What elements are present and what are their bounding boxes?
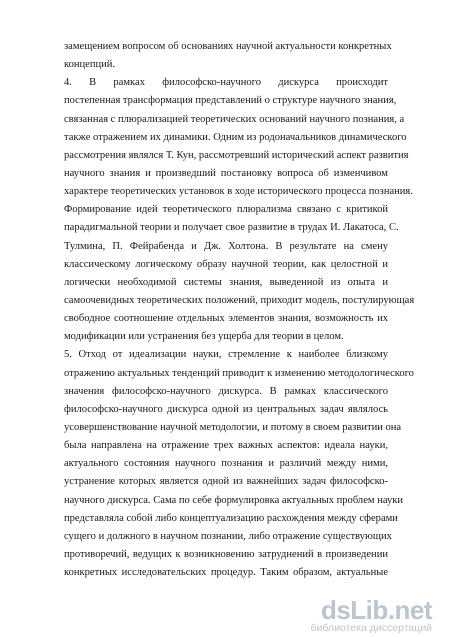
text-line: 4. В рамках философско-научного дискурса происходит: [64, 77, 388, 89]
text-line: была направлена на отражение трех важных аспектов: идеала науки,: [64, 440, 388, 452]
text-line: замещением вопросом об основаниях научной актуальности конкретных: [64, 41, 392, 52]
text-line: отражению актуальных тенденций приводит к изменению методологического: [64, 367, 414, 379]
text-line: парадигмальной теории и получает свое развитие в трудах И. Лакатоса, С.: [64, 222, 399, 234]
text-line: модификации или устранения без ущерба для теории в целом.: [64, 331, 344, 343]
document-body: [64, 38, 415, 582]
text-line: рассмотрения являлся Т. Кун, рассмотревший исторический аспект развития: [64, 149, 409, 161]
text-line: конкретных исследовательских процедур. Таким образом, актуальные: [64, 567, 388, 579]
text-line: представляла собой либо концептуализацию расхождения между сферами: [64, 512, 398, 524]
text-line: значения философско-научного дискурса. В рамках классического: [64, 385, 388, 397]
text-line: устранение которых является одной из важнейших задач философско-: [64, 476, 388, 488]
text-line: связанная с плюрализацией теоретических оснований научного познания, а: [64, 113, 405, 125]
text-line: Тулмина, П. Фейрабенда и Дж. Холтона. В результате на смену: [64, 240, 388, 252]
text-line: философско-научного дискурса одной из центральных задач являлось: [64, 403, 388, 415]
text-line: классическому логическому образу научной теории, как целостной и: [64, 258, 388, 270]
watermark-subtitle: библиотека диссертаций: [310, 622, 432, 634]
text-line: концепций.: [64, 59, 116, 71]
text-line: актуального состояния научного познания и различий между ними,: [64, 458, 388, 470]
text-line: характере теоретических установок в ходе исторического процесса познания.: [64, 186, 413, 198]
watermark: [308, 597, 432, 635]
text-line: логически необходимой системы знания, выведенной из опыта и: [64, 276, 388, 288]
text-line: усовершенствование научной методологии, и потому в своем развитии она: [64, 421, 402, 433]
watermark-logo: dsLib.net: [320, 595, 432, 625]
text-line: Формирование идей теоретического плюрализма связано с критикой: [64, 204, 388, 216]
text-line: свободное соотношение отдельных элементов знания, возможность их: [64, 313, 388, 325]
text-line: также отражением их динамики. Одним из родоначальников динамического: [64, 131, 407, 143]
text-line: 5. Отход от идеализации науки, стремление к наиболее близкому: [64, 349, 388, 361]
text-line: сущего и должного в научном познании, либо отражение существующих: [64, 530, 392, 542]
text-line: научного дискурса. Сама по себе формулировка актуальных проблем науки: [64, 494, 404, 506]
text-line: постепенная трансформация представлений о структуре научного знания,: [64, 95, 397, 107]
text-line: научного знания и произведший постановку вопроса об изменчивом: [64, 167, 388, 179]
text-line: самоочевидных теоретических положений, приходит модель, постулирующая: [64, 294, 415, 306]
text-line: противоречий, ведущих к возникновению затруднений в произведении: [64, 548, 388, 560]
